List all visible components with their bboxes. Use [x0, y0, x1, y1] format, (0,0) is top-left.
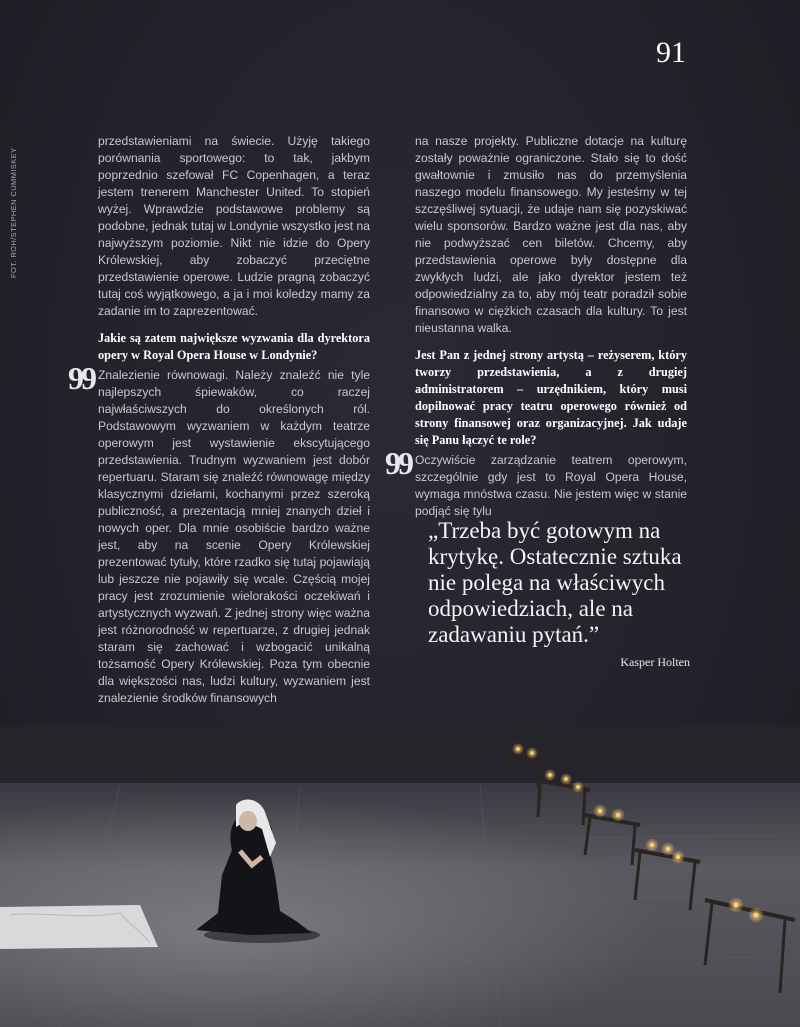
quote-mark-icon: 99	[68, 360, 94, 396]
page-number: 91	[656, 36, 686, 69]
answer-2-paragraph: Oczywiście zarządzanie teatrem operowym, szczególnie gdy jest to Royal Opera House, wymaga mnóstwa czasu. Nie jestem więc w stanie podjąć się tylu	[415, 453, 687, 518]
answer-1	[68, 360, 370, 707]
answer-1-paragraph: Znalezienie równowagi. Należy znaleźć nie tyle najlepszych śpiewaków, co raczej najwłaściwszych do określonych ról. Podstawowym wyzwaniem w każdym teatrze operowym jest wystawienie ekscytującego przedstawienia. Trudnym wyzwaniem jest dobór repertuaru. Staram się znaleźć równowagę między klasycznymi dziełami, kochanymi przez szeroką publiczność, a prezentacją mniej znanych dzieł i nowych oper. Dla mnie osobiście bardzo ważne jest, aby na scenie Opery Królewskiej prezentować tytuły, które rzadko się tutaj pojawiają lub jeszcze nie pojawiły się wcale. Częścią mojej pracy jest zrozumienie wielorakości oczekiwań i artystycznych wyzwań. Z jednej strony więc ważna jest różnorodność w repertuarze, z drugiej jednak staram się zachować i wzbogacić unikalną tożsamość Opery Królewskiej. Poza tym obecnie dla większości nas, ludzi kultury, wyzwaniem jest znalezienie środków finansowych	[98, 368, 370, 705]
right-column	[385, 133, 687, 520]
answer-2	[385, 445, 687, 520]
photo-credit: FOT. ROH/STEPHEN CUMMISKEY	[9, 147, 18, 278]
interview-question-1: Jakie są zatem największe wyzwania dla dyrektora opery w Royal Opera House w Londynie?	[98, 331, 370, 362]
right-intro-paragraph: na nasze projekty. Publiczne dotacje na kulturę zostały poważnie ograniczone. Stało się to dość gwałtownie i zmusiło nas do przemyślenia naszego modelu finansowego. My jesteśmy w tej szczęśliwej sytuacji, że udaje nam się pozyskiwać wielu sponsorów. Bardzo ważne jest dla nas, aby nie podwyższać cen biletów. Chcemy, aby przedstawienia operowe były dostępne dla zwykłych ludzi, ale jako dyrektor jestem też odpowiedzialny za to, aby mój teatr poradził sobie finansowo w ciężkich czasach dla kultury. To jest nieustanna walka.	[415, 134, 687, 335]
left-intro-paragraph: przedstawieniami na świecie. Użyję takiego porównania sportowego: to tak, jakbym poprzednio szefował FC Copenhagen, a teraz jestem trenerem Manchester United. To stopień wyżej. Wprawdzie podstawowe problemy są podobne, jednak tutaj w Londynie wszystko jest na najwyższym poziomie. Nikt nie idzie do Opery Królewskiej, aby zobaczyć przeciętne przedstawienie operowe. Ludzie pragną zobaczyć tutaj coś wyjątkowego, a ja i moi koledzy mamy za zadanie im to zaprezentować.	[98, 134, 370, 318]
left-column	[68, 133, 370, 707]
stage-photo	[0, 725, 800, 1027]
pull-quote	[428, 518, 690, 670]
interview-question-2: Jest Pan z jednej strony artystą – reżyserem, który tworzy przedstawienia, a z drugiej administratorem – urzędnikiem, który musi dopilnować pracy teatru operowego również od strony finansowej oraz organizacyjnej. Jak udaje się Panu łączyć te role?	[415, 348, 687, 447]
quote-mark-icon: 99	[385, 445, 411, 481]
pull-quote-text: „Trzeba być gotowym na krytykę. Ostatecznie sztuka nie polega na właściwych odpowiedziach, ale na zadawaniu pytań.”	[428, 518, 682, 647]
pull-quote-author: Kasper Holten	[620, 655, 690, 669]
